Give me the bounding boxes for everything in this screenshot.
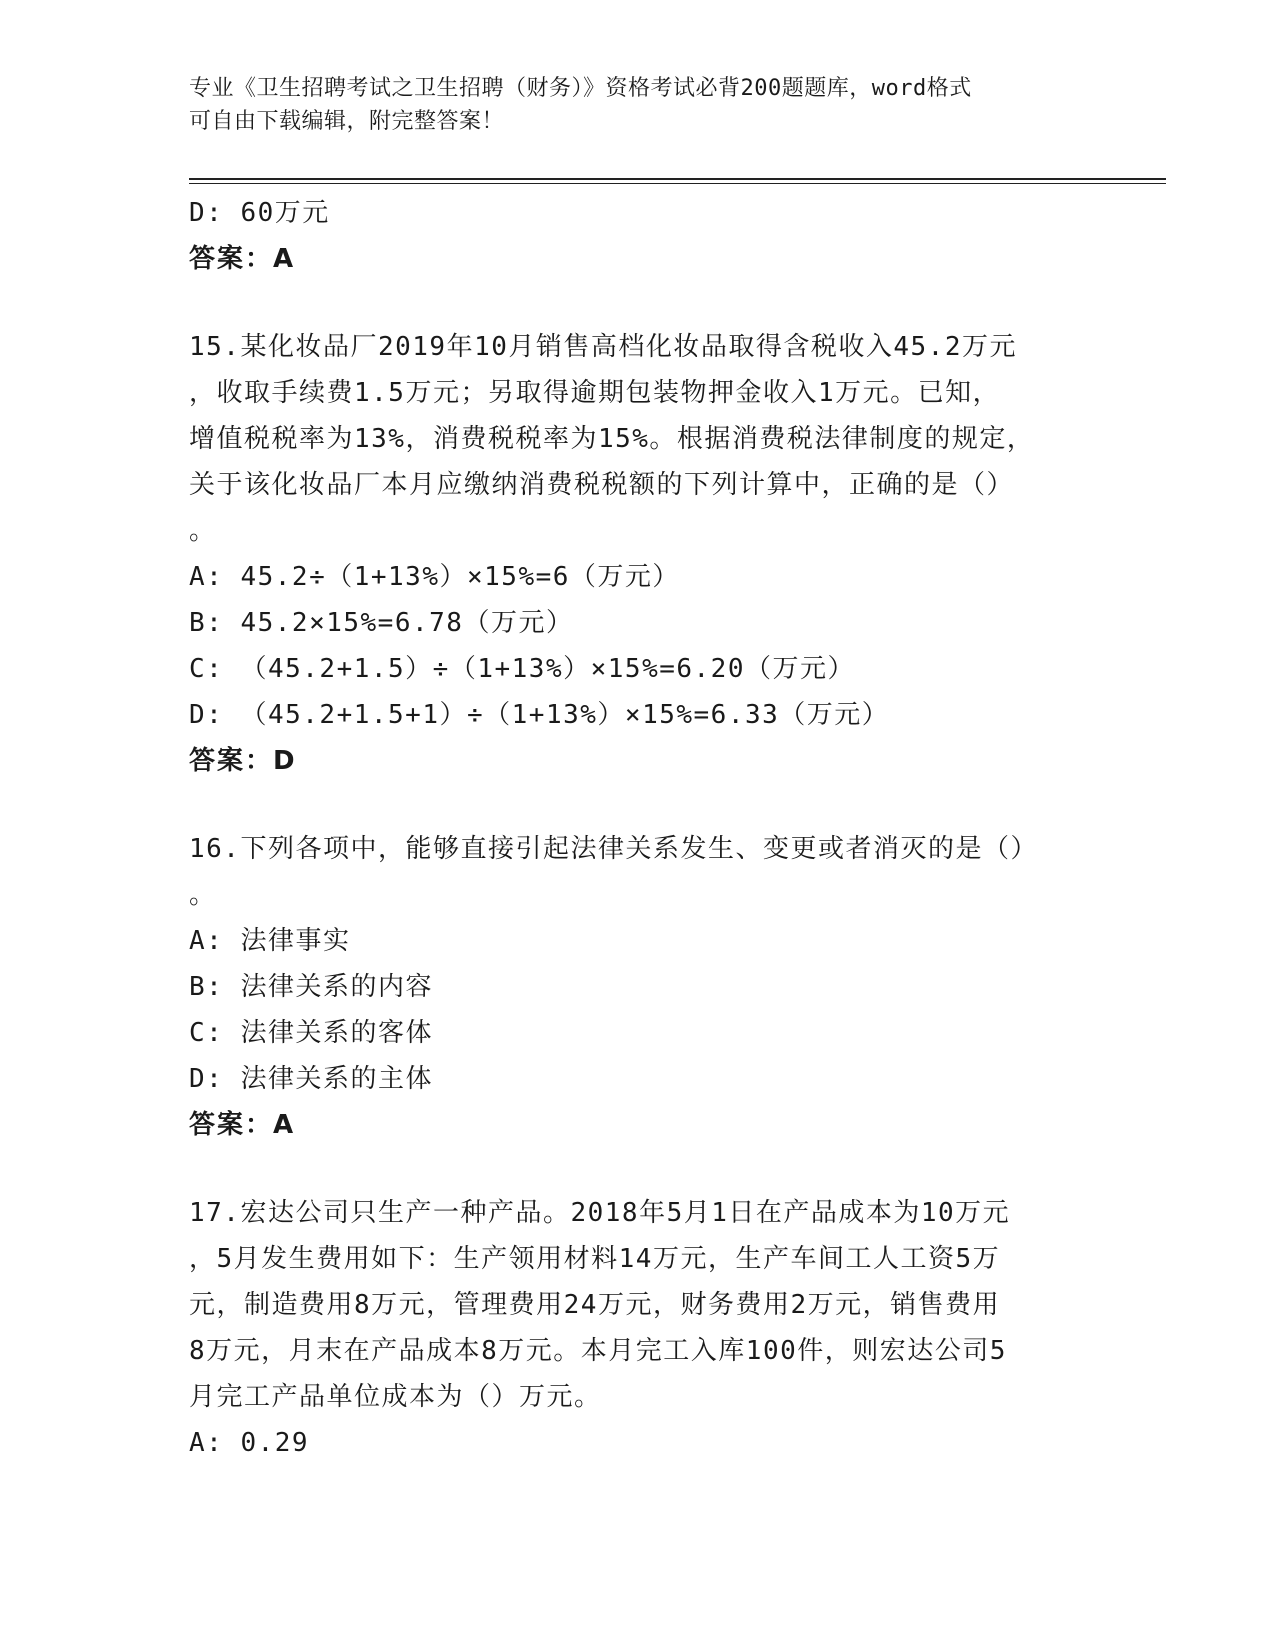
- question-text-line: 15.某化妆品厂2019年10月销售高档化妆品取得含税收入45.2万元: [189, 332, 1017, 362]
- answer-line: 答案：A: [189, 244, 296, 274]
- option-b: B: 法律关系的内容: [189, 972, 433, 1002]
- answer-line: 答案：A: [189, 1110, 296, 1140]
- option-a: A: 法律事实: [189, 926, 351, 956]
- question-text-line: 。: [189, 516, 217, 546]
- question-16: [189, 826, 1089, 1148]
- question-text-line: 8万元，月末在产品成本8万元。本月完工入库100件，则宏达公司5: [189, 1336, 1007, 1366]
- question-15: [189, 324, 1089, 784]
- option-d: D: （45.2+1.5+1）÷（1+13%）×15%=6.33（万元）: [189, 700, 890, 730]
- option-d: D: 60万元: [189, 198, 330, 228]
- question-text-line: 。: [189, 880, 217, 910]
- header-line-1: 专业《卫生招聘考试之卫生招聘（财务）》资格考试必背200题题库，word格式: [189, 76, 972, 101]
- option-a: A: 45.2÷（1+13%）×15%=6（万元）: [189, 562, 680, 592]
- question-text-line: ，收取手续费1.5万元；另取得逾期包装物押金收入1万元。已知，: [189, 378, 1001, 408]
- question-text-line: 关于该化妆品厂本月应缴纳消费税税额的下列计算中，正确的是（）: [189, 470, 1015, 500]
- option-b: B: 45.2×15%=6.78（万元）: [189, 608, 574, 638]
- question-text-line: 元，制造费用8万元，管理费用24万元，财务费用2万元，销售费用: [189, 1290, 1001, 1320]
- question-text-line: 月完工产品单位成本为（）万元。: [189, 1382, 602, 1412]
- option-a: A: 0.29: [189, 1428, 310, 1458]
- header-line-2: 可自由下载编辑，附完整答案！: [189, 109, 505, 134]
- document-header: [189, 72, 1089, 138]
- header-divider-thin: [189, 183, 1166, 184]
- question-text-line: ，5月发生费用如下：生产领用材料14万元，生产车间工人工资5万: [189, 1244, 1001, 1274]
- option-d: D: 法律关系的主体: [189, 1064, 433, 1094]
- question-text-line: 17.宏达公司只生产一种产品。2018年5月1日在产品成本为10万元: [189, 1198, 1011, 1228]
- option-c: C: （45.2+1.5）÷（1+13%）×15%=6.20（万元）: [189, 654, 855, 684]
- document-body: [189, 190, 1089, 1466]
- option-c: C: 法律关系的客体: [189, 1018, 433, 1048]
- header-divider-thick: [189, 178, 1166, 180]
- question-17: [189, 1190, 1089, 1466]
- question-text-line: 16.下列各项中，能够直接引起法律关系发生、变更或者消灭的是（）: [189, 834, 1038, 864]
- answer-line: 答案：D: [189, 746, 297, 776]
- question-text-line: 增值税税率为13%，消费税税率为15%。根据消费税法律制度的规定，: [189, 424, 1035, 454]
